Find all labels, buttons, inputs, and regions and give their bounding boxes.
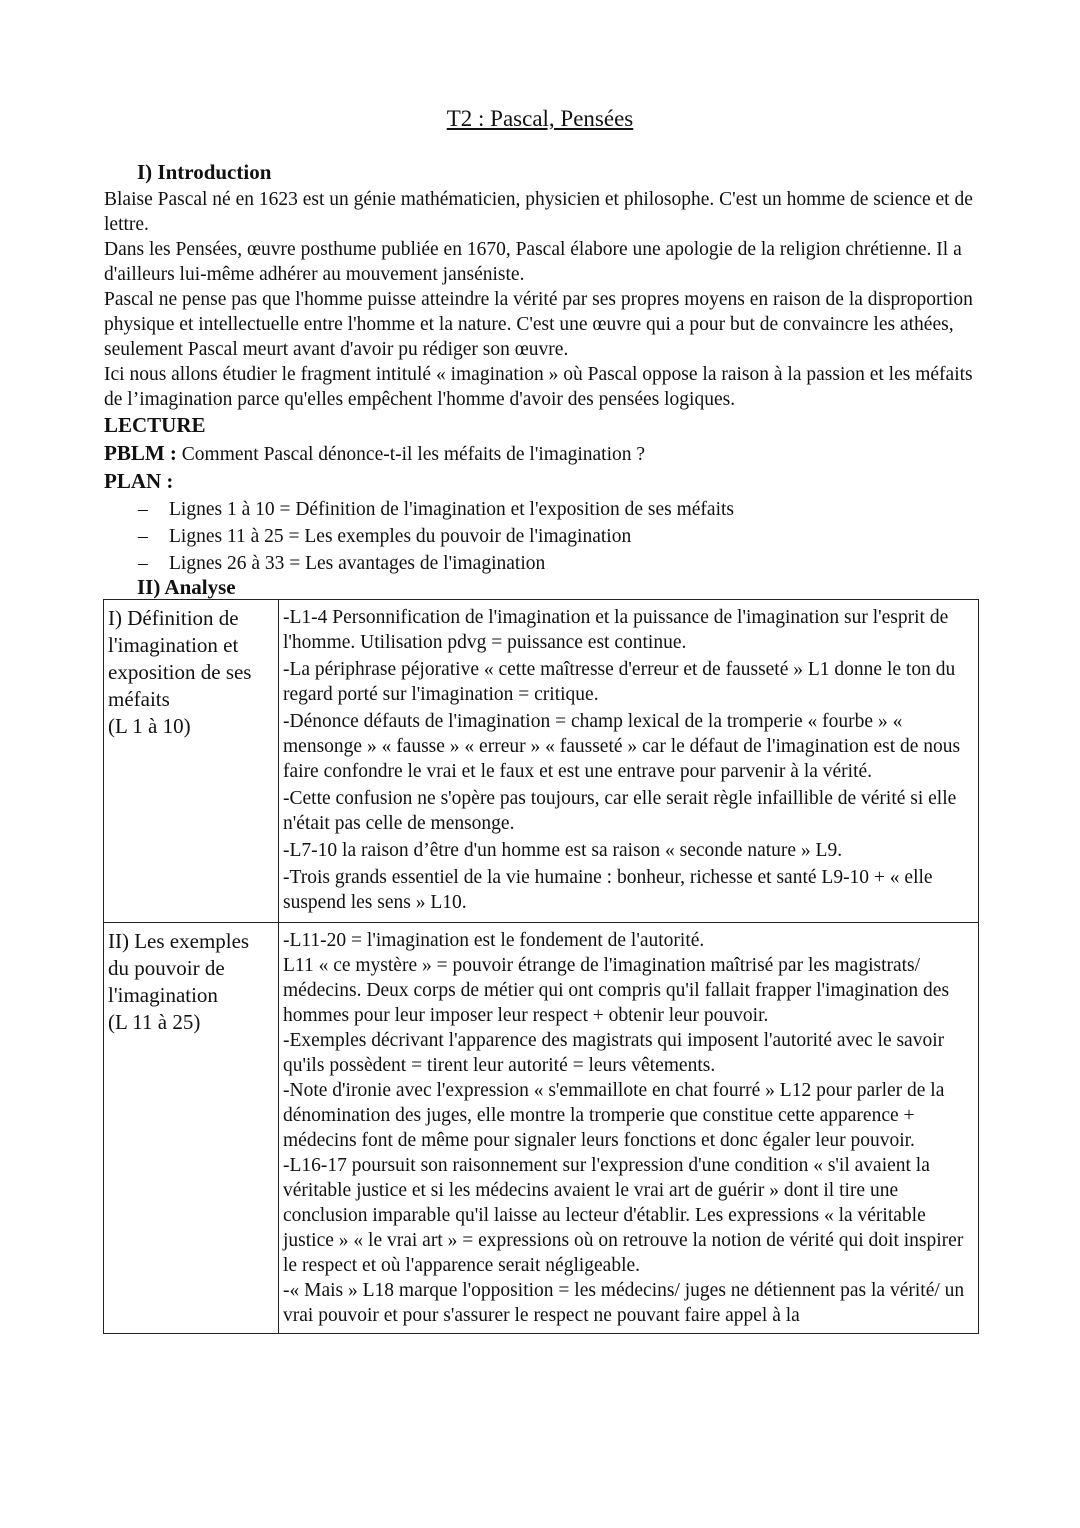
analysis-point: -Cette confusion ne s'opère pas toujours, car elle serait règle infaillible de vérité si elle n'était pas celle de mensonge. [283, 788, 957, 834]
analysis-point: -Trois grands essentiel de la vie humaine : bonheur, richesse et santé L9-10 + « elle suspend les sens » L10. [283, 867, 933, 913]
dash-bullet: – [138, 499, 148, 520]
row-heading-cell [104, 600, 279, 923]
row-heading-cell [104, 923, 279, 1334]
problematic [104, 440, 984, 468]
analysis-table [103, 599, 979, 1334]
analysis-heading: II) Analyse [137, 575, 236, 599]
analysis-point: -L16-17 poursuit son raisonnement sur l'expression d'une condition « s'il avaient la véritable justice et si les médecins avaient le vrai art de guérir » dont il tire une conclusion imparable qu'il laisse au lecteur d'établir. Les expressions « la véritable justice » « le vrai art » = expressions où on retrouve la notion de vérité qui doit inspirer le respect et où l'apparence serait négligeable. [283, 1155, 964, 1276]
row-heading: I) Définition de l'imagination et exposition de ses méfaits [108, 606, 252, 711]
dash-bullet: – [138, 526, 148, 547]
analysis-point: -La périphrase péjorative « cette maîtresse d'erreur et de fausseté » L1 donne le ton du regard porté sur l'imagination = critique. [283, 659, 956, 705]
analysis-point: -« Mais » L18 marque l'opposition = les médecins/ juges ne détiennent pas la vérité/ un vrai pouvoir et pour s'assurer le respect ne pouvant faire appel à la [283, 1280, 965, 1326]
intro-paragraph: Blaise Pascal né en 1623 est un génie mathématicien, physicien et philosophe. C'est un homme de science et de lettre. [104, 189, 973, 235]
intro-paragraph: Pascal ne pense pas que l'homme puisse atteindre la vérité par ses propres moyens en raison de la disproportion physique et intellectuelle entre l'homme et la nature. C'est une œuvre qui a pour but de convaincre les athées, seulement Pascal meurt avant d'avoir pu rédiger son œuvre. [104, 289, 973, 360]
intro-heading: I) Introduction [137, 160, 272, 184]
pblm-text: Comment Pascal dénonce-t-il les méfaits de l'imagination ? [176, 444, 646, 465]
page-title: T2 : Pascal, Pensées [446, 106, 634, 131]
analysis-point: L11 « ce mystère » = pouvoir étrange de l'imagination maîtrisé par les magistrats/ médecins. Deux corps de métier qui ont compris qu'il fallait frapper l'imagination des hommes pour leur imposer leur respect + obtenir leur pouvoir. [283, 955, 950, 1026]
table-row [104, 600, 979, 923]
analysis-point: -L11-20 = l'imagination est le fondement de l'autorité. [283, 930, 705, 951]
plan-item [138, 550, 984, 577]
plan-item [138, 496, 984, 523]
row-lines: (L 11 à 25) [108, 1010, 201, 1034]
lecture-label [104, 412, 984, 440]
plan-label [104, 468, 984, 496]
plan-list [104, 496, 984, 577]
analysis-point: -L1-4 Personnification de l'imagination et la puissance de l'imagination sur l'esprit de l'homme. Utilisation pdvg = puissance est continue. [283, 607, 949, 653]
dash-bullet: – [138, 553, 148, 574]
pblm-label: PBLM : [104, 441, 177, 465]
row-lines: (L 1 à 10) [108, 714, 191, 738]
plan-item-text: Lignes 11 à 25 = Les exemples du pouvoir de l'imagination [169, 526, 632, 547]
analysis-point: -Exemples décrivant l'apparence des magistrats qui imposent l'autorité avec le savoir qu'ils possèdent = tirent leur autorité = leurs vêtements. [283, 1030, 945, 1076]
intro-section [104, 187, 984, 577]
table-row [104, 923, 979, 1334]
analysis-point: -Dénonce défauts de l'imagination = champ lexical de la tromperie « fourbe » « mensonge » « fausse » « erreur » « fausseté » car le défaut de l'imagination est de nous faire confondre le vrai et le faux et est une entrave pour parvenir à la vérité. [283, 711, 961, 782]
intro-paragraph: Dans les Pensées, œuvre posthume publiée en 1670, Pascal élabore une apologie de la religion chrétienne. Il a d'ailleurs lui-même adhérer au mouvement janséniste. [104, 239, 962, 285]
plan-item [138, 523, 984, 550]
plan-label-text: PLAN : [104, 469, 174, 493]
intro-paragraph: Ici nous allons étudier le fragment intitulé « imagination » où Pascal oppose la raison à la passion et les méfaits de l’imagination parce qu'elles empêchent l'homme d'avoir des pensées logiques. [104, 364, 973, 410]
analysis-point: -Note d'ironie avec l'expression « s'emmaillote en chat fourré » L12 pour parler de la dénomination des juges, elle montre la tromperie que constitue cette apparence + médecins font de même pour signaler leurs fonctions et donc égaler leur pouvoir. [283, 1080, 945, 1151]
plan-item-text: Lignes 1 à 10 = Définition de l'imagination et l'exposition de ses méfaits [169, 499, 734, 520]
plan-item-text: Lignes 26 à 33 = Les avantages de l'imagination [169, 553, 546, 574]
analysis-point: -L7-10 la raison d’être d'un homme est sa raison « seconde nature » L9. [283, 840, 843, 861]
row-heading: II) Les exemples du pouvoir de l'imagination [108, 929, 250, 1007]
lecture-label-text: LECTURE [104, 413, 206, 437]
row-content-cell [279, 600, 979, 923]
row-content-cell [279, 923, 979, 1334]
